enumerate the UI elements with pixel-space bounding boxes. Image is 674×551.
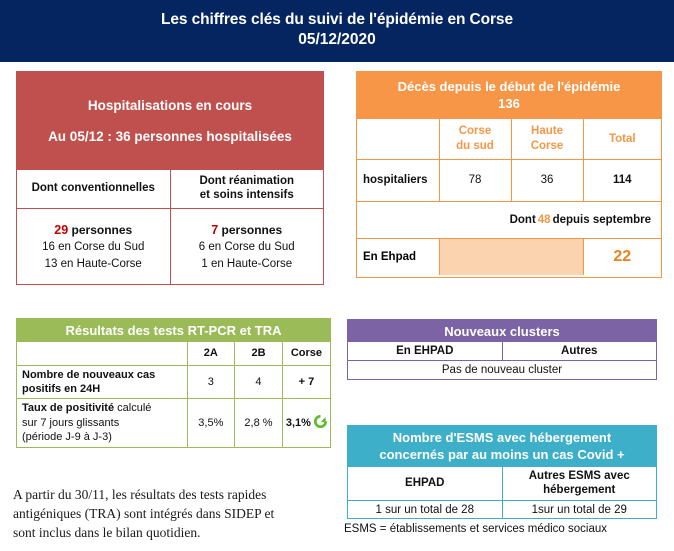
table-row-nouveaux-cas <box>17 365 330 399</box>
row-label-ehpad: En Ehpad <box>357 239 439 275</box>
clusters-table <box>348 342 656 379</box>
table-row-ehpad <box>357 239 661 275</box>
nouveaux-cas-label-line2: positifs en 24H <box>22 382 101 395</box>
esms-value-autres: 1sur un total de 29 <box>502 500 656 519</box>
tra-note-line2: antigéniques (TRA) sont intégrés dans SIDEP et <box>13 506 275 522</box>
column-header-en-ehpad: En EHPAD <box>348 342 502 360</box>
column-header-autres-esms <box>502 467 656 500</box>
taux-corse-cell <box>282 399 330 447</box>
table-row <box>348 500 656 519</box>
column-header-haute-corse-line2: Corse <box>530 139 564 152</box>
tra-note-line1: A partir du 30/11, les résultats des tests rapides <box>13 487 267 502</box>
column-header-reanimation <box>170 170 323 208</box>
taux-label-line3: (période J-9 à J-3) <box>22 430 112 443</box>
esms-title-line2: concernés par au moins un cas Covid + <box>379 446 625 462</box>
nouveaux-cas-label-line1: Nombre de nouveaux cas <box>22 368 156 381</box>
esms-title-line1: Nombre d'ESMS avec hébergement <box>392 429 612 445</box>
conventionnelles-detail-1: 16 en Corse du Sud <box>42 241 145 254</box>
column-header-total: Total <box>583 119 661 159</box>
cell-reanimation <box>170 208 323 285</box>
table-header-row <box>17 170 323 208</box>
conventionnelles-count-suffix: personnes <box>68 223 133 238</box>
deces-note-prefix: Dont <box>509 213 536 226</box>
page-date: 05/12/2020 <box>298 31 376 49</box>
column-header-corse-du-sud-line2: du sud <box>456 139 494 152</box>
hospitalisations-header <box>17 72 323 170</box>
table-header-row <box>348 467 656 500</box>
column-header-haute-corse <box>511 119 583 159</box>
tra-note <box>13 485 335 542</box>
column-header-blank <box>357 119 439 159</box>
cell-conventionnelles <box>17 208 170 285</box>
ehpad-filler-cell <box>439 239 583 275</box>
column-header-corse-du-sud <box>439 119 511 159</box>
row-label-nouveaux-cas <box>17 365 187 399</box>
column-header-corse-du-sud-line1: Corse <box>458 125 492 138</box>
column-header-conventionnelles <box>17 170 170 208</box>
hospitaliers-haute-corse: 36 <box>511 159 583 201</box>
column-header-conventionnelles-label: Dont conventionnelles <box>31 182 155 195</box>
column-header-autres: Autres <box>502 342 656 360</box>
row-label-taux-positivite <box>17 399 187 447</box>
deces-ehpad-table <box>357 239 661 275</box>
trend-stable-circular-arrow-icon <box>314 415 327 431</box>
table-row <box>17 208 323 285</box>
taux-label-line2: sur 7 jours glissants <box>22 416 120 429</box>
clusters-status-text: Pas de nouveau cluster <box>348 360 656 379</box>
deces-panel <box>356 71 662 278</box>
taux-corse: 3,1% <box>285 416 311 429</box>
reanimation-detail-1: 6 en Corse du Sud <box>198 241 295 254</box>
table-row-taux-positivite <box>17 399 330 447</box>
esms-value-ehpad: 1 sur un total de 28 <box>348 500 502 519</box>
column-header-autres-esms-line2: hébergement <box>543 484 616 497</box>
column-header-corse: Corse <box>282 342 330 365</box>
deces-note-suffix: depuis septembre <box>552 213 651 226</box>
column-header-reanimation-line2: et soins intensifs <box>199 188 294 201</box>
column-header-reanimation-line1: Dont réanimation <box>199 175 295 188</box>
reanimation-count: 7 <box>211 223 219 238</box>
column-header-haute-corse-line1: Haute <box>531 125 563 138</box>
conventionnelles-detail-2: 13 en Haute-Corse <box>44 258 142 271</box>
hospitalisations-table <box>17 170 323 285</box>
page-header <box>0 0 674 62</box>
hospitalisations-subtitle: Au 05/12 : 36 personnes hospitalisées <box>48 129 292 144</box>
esms-panel <box>347 425 657 519</box>
nouveaux-cas-2a: 3 <box>187 365 235 399</box>
conventionnelles-count-line <box>20 221 167 239</box>
deces-since-september-note <box>357 202 661 239</box>
nouveaux-cas-2b: 4 <box>235 365 283 399</box>
deces-header <box>357 72 661 119</box>
reanimation-count-line <box>174 221 321 239</box>
hospitalisations-title: Hospitalisations en cours <box>87 98 253 113</box>
clusters-title: Nouveaux clusters <box>348 320 656 342</box>
taux-label-normal: calculé <box>114 402 152 415</box>
table-row-hospitaliers <box>357 159 661 201</box>
tests-table <box>17 342 330 447</box>
nouveaux-cas-corse: + 7 <box>282 365 330 399</box>
tests-title: Résultats des tests RT-PCR et TRA <box>17 319 330 342</box>
conventionnelles-count: 29 <box>54 223 69 238</box>
esms-table <box>348 467 656 519</box>
reanimation-detail-2: 1 en Haute-Corse <box>201 258 293 271</box>
table-header-row <box>357 119 661 159</box>
tra-note-line3: sont inclus dans le bilan quotidien. <box>13 525 201 541</box>
column-header-autres-esms-line1: Autres ESMS avec <box>528 470 630 482</box>
page-title: Les chiffres clés du suivi de l'épidémie en Corse <box>161 11 513 29</box>
hospitalisations-panel <box>16 71 324 285</box>
taux-label-bold: Taux de positivité <box>22 402 115 415</box>
column-header-blank <box>17 342 187 365</box>
table-header-row <box>17 342 330 365</box>
deces-note-number: 48 <box>537 213 551 226</box>
column-header-2a: 2A <box>187 342 235 365</box>
deces-title: Décès depuis le début de l'épidémie <box>397 78 621 94</box>
column-header-2b: 2B <box>235 342 283 365</box>
deces-total-count: 136 <box>498 95 520 111</box>
taux-2b: 2,8 % <box>235 399 283 447</box>
column-header-ehpad: EHPAD <box>348 467 502 500</box>
ehpad-total: 22 <box>613 247 632 265</box>
reanimation-count-suffix: personnes <box>218 223 283 238</box>
esms-footnote: ESMS = établissements et services médico sociaux <box>344 523 608 535</box>
table-row <box>348 360 656 379</box>
hospitaliers-corse-du-sud: 78 <box>439 159 511 201</box>
clusters-panel <box>347 319 657 380</box>
tests-panel <box>16 318 331 448</box>
deces-table <box>357 119 661 202</box>
hospitaliers-total: 114 <box>583 159 661 201</box>
row-label-hospitaliers: hospitaliers <box>357 159 439 201</box>
table-header-row <box>348 342 656 360</box>
taux-2a: 3,5% <box>187 399 235 447</box>
esms-header <box>348 426 656 467</box>
